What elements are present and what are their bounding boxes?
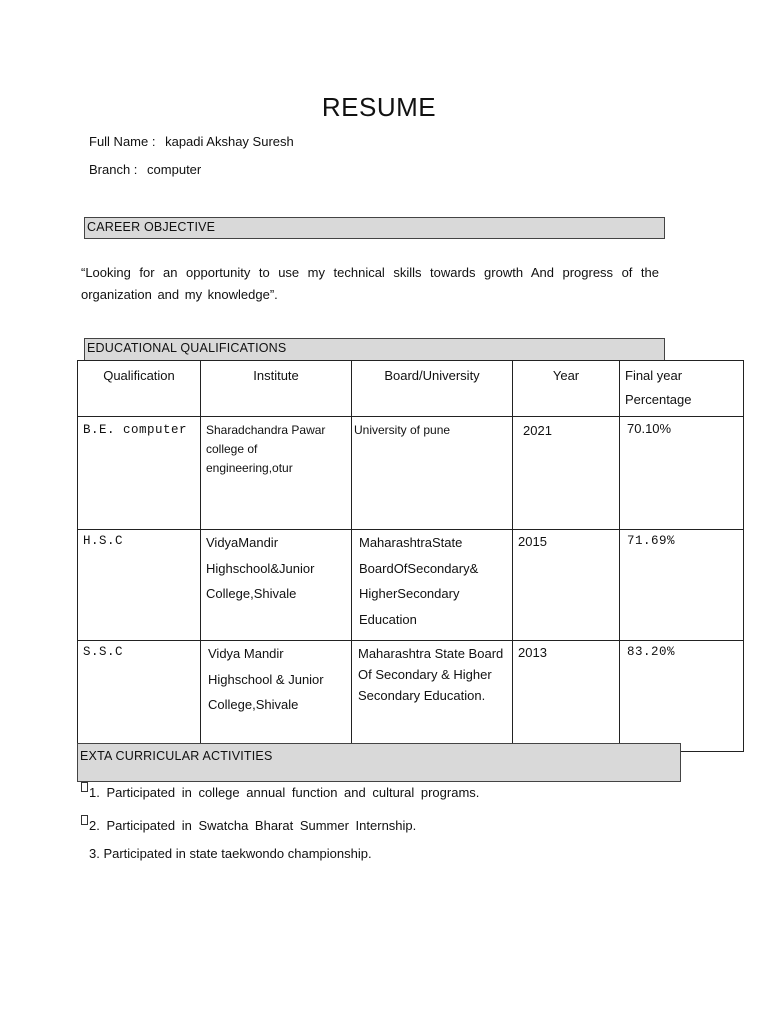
col-header-year: Year [513,361,620,417]
cell-institute: VidyaMandir Highschool&Junior College,Shivale [201,530,352,641]
cell-percentage: 71.69% [620,530,744,641]
missing-glyph-icon [81,815,88,825]
activity-text: 2. Participated in Swatcha Bharat Summer Internship. [89,818,417,833]
cell-percentage: 70.10% [620,417,744,530]
table-row [78,417,744,530]
full-name-value: kapadi Akshay Suresh [165,134,294,149]
cell-qualification: B.E. computer [78,417,201,530]
full-name-label: Full Name : [89,134,156,149]
table-row [78,641,744,752]
table-row [78,530,744,641]
col-header-percentage-line1: Final year [625,368,683,383]
full-name-line [89,134,294,149]
table-header-row [78,361,744,417]
activities-heading: EXTA CURRICULAR ACTIVITIES [77,743,681,782]
education-heading: EDUCATIONAL QUALIFICATIONS [84,338,665,361]
list-item [89,818,416,833]
branch-label: Branch : [89,162,138,177]
activity-text: 1. Participated in college annual function and cultural programs. [89,785,480,800]
col-header-percentage-line2: Percentage [625,392,692,407]
list-item [89,785,479,800]
col-header-qualification: Qualification [78,361,201,417]
cell-qualification: S.S.C [78,641,201,752]
cell-year: 2013 [513,641,620,752]
cell-year: 2015 [513,530,620,641]
career-objective-text: “Looking for an opportunity to use my technical skills towards growth And progress of the organization and my knowledge”. [81,265,659,302]
branch-value: computer [147,162,202,177]
col-header-institute: Institute [201,361,352,417]
cell-year: 2021 [513,417,620,530]
list-item [89,846,372,861]
cell-institute: Sharadchandra Pawar college of engineering,otur [201,417,352,530]
col-header-board: Board/University [352,361,513,417]
cell-percentage: 83.20% [620,641,744,752]
cell-board: Maharashtra State Board Of Secondary & Higher Secondary Education. [352,641,513,752]
col-header-percentage [620,361,744,417]
cell-board: University of pune [352,417,513,530]
cell-board: MaharashtraState BoardOfSecondary& HigherSecondary Education [352,530,513,641]
cell-qualification: H.S.C [78,530,201,641]
resume-title: RESUME [321,92,437,122]
career-objective-heading: CAREER OBJECTIVE [84,217,665,239]
activity-text: 3. Participated in state taekwondo championship. [89,846,372,861]
branch-line [89,162,201,177]
cell-institute: Vidya Mandir Highschool & Junior College,Shivale [201,641,352,752]
education-table [77,360,744,752]
missing-glyph-icon [81,782,88,792]
